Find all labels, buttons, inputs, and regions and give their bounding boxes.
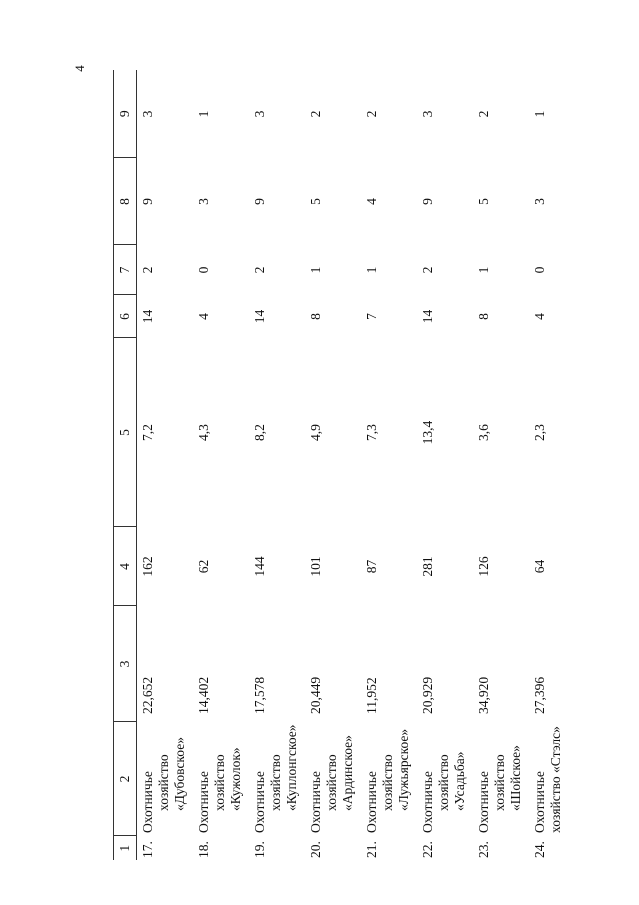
column-header: 6 — [114, 295, 137, 338]
cell-col-4: 144 — [251, 556, 267, 577]
object-name-line: «Дубовское» — [172, 737, 187, 811]
object-name-line: «Лужьярское» — [395, 728, 411, 811]
object-name-line: Охотничье — [195, 771, 211, 833]
row-number: 23. — [475, 841, 491, 858]
column-header: 9 — [114, 70, 137, 158]
cell-col-4: 62 — [195, 559, 211, 574]
cell-col-7: 2 — [140, 266, 155, 274]
object-name-line: «Ардинское» — [339, 735, 355, 811]
object-name-line: «Куплонгское» — [283, 724, 299, 811]
page-number: 4 — [71, 65, 87, 72]
table-row — [249, 70, 305, 860]
cell-col-8: 4 — [363, 198, 379, 205]
object-name-line: «Шойское» — [507, 745, 523, 811]
table-row — [361, 70, 417, 860]
cell-col-6: 14 — [419, 309, 435, 324]
object-name-line: «Кужолок» — [227, 747, 243, 811]
cell-col-6: 7 — [363, 313, 379, 320]
table-body — [137, 70, 585, 860]
table-row — [473, 70, 529, 860]
object-name-line: хозяйство — [323, 754, 339, 811]
cell-col-3: 11,952 — [363, 677, 379, 714]
cell-col-5: 13,4 — [419, 420, 435, 445]
object-name-line: хозяйство — [211, 754, 227, 811]
cell-col-3: 17,578 — [251, 676, 267, 714]
table-row — [417, 70, 473, 860]
rotated-table-container — [113, 70, 563, 860]
cell-col-5: 7,2 — [140, 424, 155, 441]
cell-col-5: 3,6 — [475, 424, 491, 441]
column-header: 4 — [114, 527, 137, 606]
header-row — [114, 70, 137, 860]
object-name-line: хозяйство — [435, 754, 451, 811]
row-number: 17. — [140, 841, 155, 858]
object-name — [529, 722, 585, 836]
cell-col-6: 4 — [531, 313, 547, 320]
cell-col-5: 2,3 — [531, 424, 547, 441]
cell-col-4: 64 — [531, 559, 547, 574]
cell-col-7: 1 — [363, 266, 379, 274]
cell-col-6: 8 — [475, 313, 491, 320]
row-number: 19. — [251, 841, 267, 858]
table-row — [137, 70, 193, 860]
cell-col-7: 2 — [419, 266, 435, 274]
cell-col-5: 4,3 — [195, 424, 211, 441]
object-name — [193, 722, 249, 836]
column-header: 2 — [114, 722, 137, 836]
cell-col-7: 1 — [475, 266, 491, 274]
column-header: 1 — [114, 836, 137, 860]
cell-col-3: 34,920 — [475, 676, 491, 714]
cell-col-7: 1 — [307, 266, 323, 274]
row-number: 21. — [363, 841, 379, 858]
object-name-line: Охотничье — [140, 771, 155, 833]
cell-col-8: 3 — [531, 198, 547, 205]
cell-col-8: 3 — [195, 198, 211, 205]
object-name-line: Охотничье — [251, 771, 267, 833]
object-name — [361, 722, 417, 836]
cell-col-7: 0 — [531, 266, 547, 274]
object-name-line: хозяйство — [156, 754, 171, 811]
cell-col-8: 9 — [140, 198, 155, 205]
cell-col-3: 20,449 — [307, 676, 323, 714]
object-name-line: хозяйство «Стэлс» — [547, 726, 563, 833]
cell-col-6: 8 — [307, 313, 323, 320]
cell-col-6: 14 — [251, 309, 267, 324]
column-header: 7 — [114, 245, 137, 295]
cell-col-9: 2 — [307, 110, 323, 118]
row-number: 18. — [195, 841, 211, 858]
object-name-line: «Усадьба» — [451, 751, 467, 811]
cell-col-9: 2 — [363, 110, 379, 118]
row-number: 22. — [419, 841, 435, 858]
column-header: 8 — [114, 158, 137, 245]
object-name-line: Охотничье — [475, 771, 491, 833]
data-table — [113, 70, 585, 860]
object-name-line: хозяйство — [267, 754, 283, 811]
cell-col-3: 20,929 — [419, 676, 435, 714]
object-name-line: хозяйство — [491, 754, 507, 811]
object-name — [305, 722, 361, 836]
object-name-line: Охотничье — [307, 771, 323, 833]
cell-col-7: 0 — [195, 266, 211, 274]
cell-col-3: 14,402 — [195, 676, 211, 714]
object-name-line: хозяйство — [379, 754, 395, 811]
cell-col-9: 1 — [195, 110, 211, 118]
cell-col-8: 5 — [475, 198, 491, 205]
cell-col-6: 14 — [140, 309, 155, 324]
object-name-line: Охотничье — [531, 771, 547, 833]
column-header: 5 — [114, 338, 137, 527]
row-number: 20. — [307, 841, 323, 858]
cell-col-8: 5 — [307, 198, 323, 205]
object-name — [137, 722, 193, 836]
cell-col-4: 162 — [140, 556, 155, 577]
cell-col-9: 1 — [531, 110, 547, 118]
column-header: 3 — [114, 606, 137, 722]
cell-col-8: 9 — [251, 198, 267, 205]
cell-col-8: 9 — [419, 198, 435, 205]
cell-col-6: 4 — [195, 313, 211, 320]
cell-col-7: 2 — [251, 266, 267, 274]
cell-col-3: 22,652 — [140, 676, 155, 714]
cell-col-9: 2 — [475, 110, 491, 118]
cell-col-9: 3 — [140, 110, 155, 118]
object-name — [417, 722, 473, 836]
cell-col-4: 281 — [419, 556, 435, 577]
cell-col-5: 4,9 — [307, 424, 323, 441]
object-name — [249, 722, 305, 836]
cell-col-4: 101 — [307, 556, 323, 577]
table-row — [193, 70, 249, 860]
object-name — [473, 722, 529, 836]
object-name-line: Охотничье — [419, 771, 435, 833]
cell-col-4: 87 — [363, 559, 379, 574]
cell-col-5: 8,2 — [251, 424, 267, 441]
object-name-line: Охотничье — [363, 771, 379, 833]
cell-col-3: 27,396 — [531, 676, 547, 714]
cell-col-9: 3 — [419, 110, 435, 118]
table-row — [305, 70, 361, 860]
cell-col-4: 126 — [475, 556, 491, 577]
row-number: 24. — [531, 841, 547, 858]
cell-col-9: 3 — [251, 110, 267, 118]
table-row — [529, 70, 585, 860]
cell-col-5: 7,3 — [363, 424, 379, 441]
